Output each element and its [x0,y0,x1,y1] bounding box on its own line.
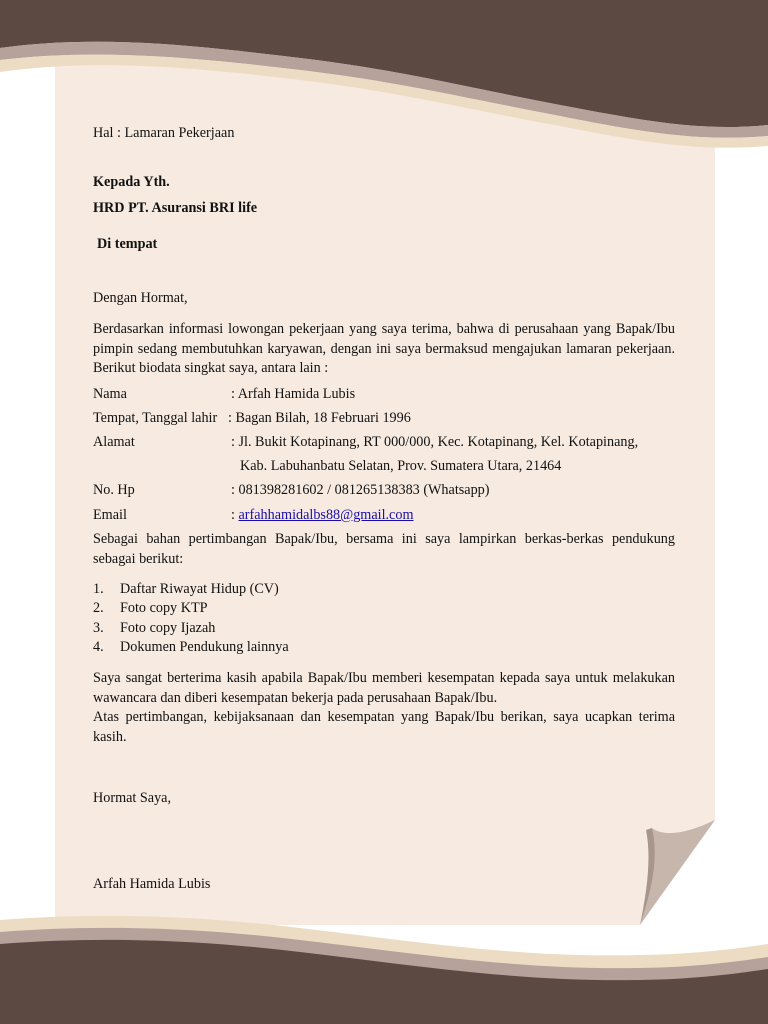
list-item-number: 2. [93,600,104,616]
list-item-number: 4. [93,639,104,655]
closing-paragraph-2: Atas pertimbangan, kebijaksanaan dan kesempatan yang Bapak/Ibu berikan, saya ucapkan terima kasih. [93,709,675,745]
bio-phone-label: No. Hp [93,482,135,498]
recipient-place: Di tempat [97,236,158,252]
signature-name: Arfah Hamida Lubis [93,876,211,892]
list-item: Foto copy Ijazah [120,620,216,636]
list-item: Foto copy KTP [120,600,208,616]
closing-paragraph-1: Saya sangat berterima kasih apabila Bapak/Ibu memberi kesempatan kepada saya untuk melakukan wawancara dan diberi kesempatan bekerja pada perusahaan Bapak/Ibu. [93,670,675,706]
list-item-number: 1. [93,581,104,597]
sign-off: Hormat Saya, [93,790,172,806]
attachments-intro: Sebagai bahan pertimbangan Bapak/Ibu, bersama ini saya lampirkan berkas-berkas pendukung sebagai berikut: [93,531,675,567]
intro-paragraph: Berdasarkan informasi lowongan pekerjaan yang saya terima, bahwa di perusahaan yang Bapak/Ibu pimpin sedang membutuhkan karyawan, dengan ini saya bermaksud mengajukan lamaran pekerjaan. Berikut biodata singkat saya, antara lain : [93,321,675,376]
bio-birth-value: : Bagan Bilah, 18 Februari 1996 [228,410,411,426]
bio-address-label: Alamat [93,434,135,450]
salutation: Dengan Hormat, [93,290,188,306]
list-item: Dokumen Pendukung lainnya [120,639,289,655]
bio-address-line2: Kab. Labuhanbatu Selatan, Prov. Sumatera Utara, 21464 [240,458,562,474]
list-item: Daftar Riwayat Hidup (CV) [120,581,279,597]
bio-email-row [231,506,414,526]
bio-email-label: Email [93,507,127,523]
recipient-company: HRD PT. Asuransi BRI life [93,200,258,216]
bio-birth-label: Tempat, Tanggal lahir [93,410,218,426]
bio-name-value: : Arfah Hamida Lubis [231,386,356,402]
email-link[interactable]: arfahhamidalbs88@gmail.com [238,507,414,523]
bio-address-line1: : Jl. Bukit Kotapinang, RT 000/000, Kec. Kotapinang, Kel. Kotapinang, [231,434,639,450]
bio-phone-value: : 081398281602 / 081265138383 (Whatsapp) [231,482,490,498]
recipient-greeting: Kepada Yth. [93,174,170,190]
bio-email-colon: : [231,507,235,523]
subject-line: Hal : Lamaran Pekerjaan [93,125,235,141]
bio-name-label: Nama [93,386,127,402]
list-item-number: 3. [93,620,104,636]
